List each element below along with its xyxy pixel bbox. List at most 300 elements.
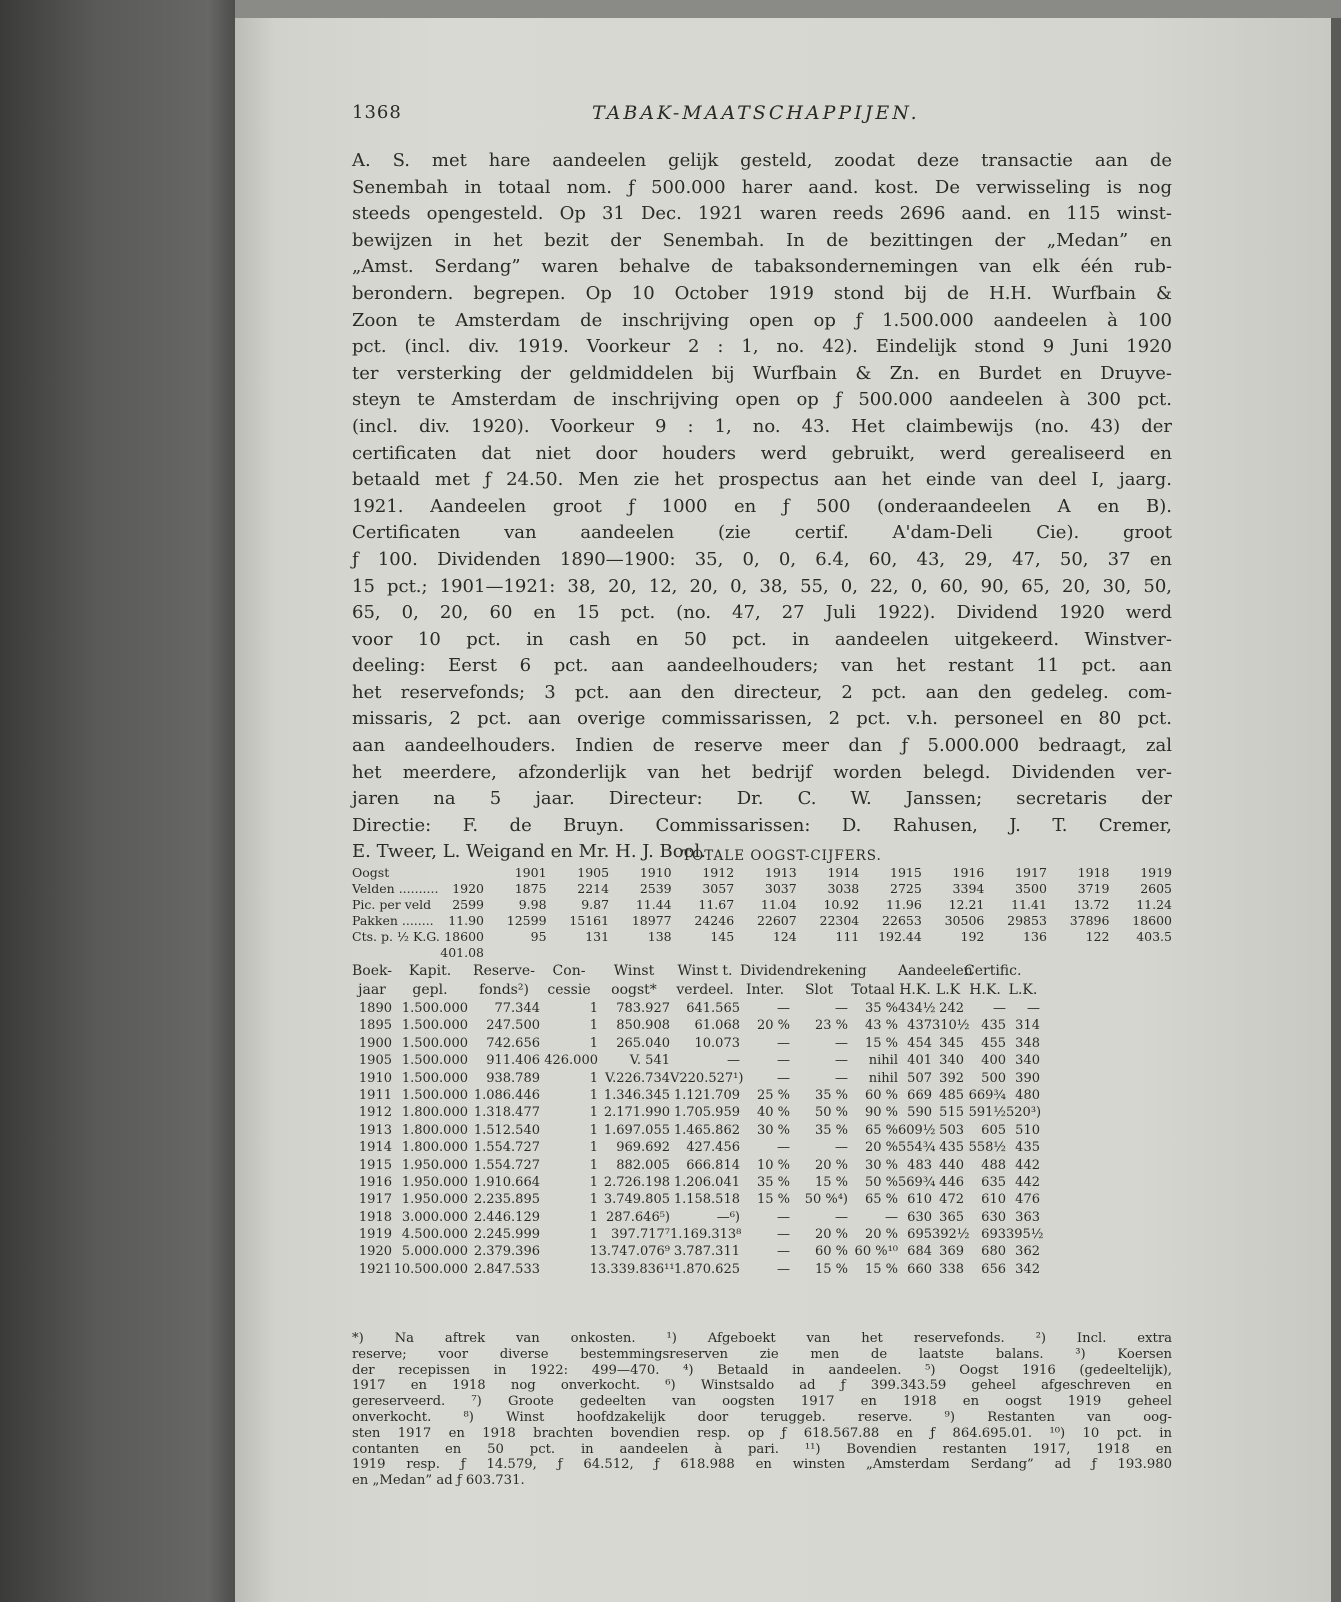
body-line: steeds opengesteld. Op 31 Dec. 1921 waren reeds 2696 aand. en 115 winst- [352, 203, 1172, 225]
financial-cell: — [777, 1001, 790, 1016]
financial-cell: 401 [907, 1053, 932, 1069]
financial-cell: 938.789 [486, 1070, 540, 1086]
financial-cell: 2.235.895 [473, 1192, 540, 1208]
financial-cell: — [835, 1001, 848, 1016]
financial-cell: 20 % [814, 1157, 848, 1173]
financial-cell: 1.910.664 [473, 1174, 540, 1190]
financial-cell: — [835, 1035, 848, 1051]
harvest-cell: 1912 [702, 865, 735, 880]
financial-cell: 310½ [932, 1018, 970, 1034]
financial-row [352, 1226, 1172, 1243]
financial-cell: 60 %¹⁰ [854, 1244, 898, 1260]
financial-cell: — [777, 1244, 790, 1260]
financial-cell: 2.245.999 [473, 1227, 540, 1243]
financial-cell: 1895 [358, 1018, 392, 1034]
financial-cell: 1 [589, 1018, 598, 1034]
financial-cell: 1.465.862 [673, 1122, 740, 1138]
body-line: Directie: F. de Bruyn. Commissarissen: D. Rahusen, J. T. Cremer, [352, 814, 1172, 836]
harvest-rows [352, 865, 1172, 960]
running-head: TABAK-MAATSCHAPPIJEN. [592, 102, 920, 124]
harvest-cell: 136 [1023, 929, 1047, 944]
financial-cell: 483 [907, 1157, 932, 1173]
harvest-cell: 12.21 [948, 897, 985, 912]
financial-header-cell: Boek- [352, 963, 392, 979]
financial-cell: 35 % [756, 1174, 790, 1190]
harvest-cell: 37896 [1069, 913, 1110, 928]
financial-row [352, 1035, 1172, 1052]
footnote-line: contanten en 50 pct. in aandeelen à pari. ¹¹) Bovendien restanten 1917, 1918 en [352, 1441, 1172, 1457]
body-line: Zoon te Amsterdam de inschrijving open op ƒ 1.500.000 aandeelen à 100 [352, 309, 1172, 331]
financial-cell: 15 % [756, 1192, 790, 1208]
harvest-table-title: TOTALE OOGST-CIJFERS. [682, 848, 882, 864]
financial-cell: 10.073 [694, 1035, 740, 1051]
footnote-line: 1917 en 1918 nog onverkocht. ⁶) Winstsaldo ad ƒ 399.343.59 geheel afgeschreven en [352, 1378, 1172, 1394]
body-line: betaald met ƒ 24.50. Men zie het prospectus aan het einde van deel I, jaarg. [352, 469, 1172, 491]
financial-cell: 369 [939, 1244, 964, 1260]
body-line: aan aandeelhouders. Indien de reserve meer dan ƒ 5.000.000 bedraagt, zal [352, 735, 1172, 757]
harvest-cell: 11.24 [1136, 897, 1172, 912]
harvest-cell: 138 [647, 929, 672, 944]
financial-cell: 454 [907, 1035, 932, 1051]
body-line: Certificaten van aandeelen (zie certif. A'dam-Deli Cie). groot [352, 522, 1172, 544]
financial-cell: 1 [589, 1192, 598, 1208]
financial-cell: 1918 [358, 1209, 392, 1225]
financial-rows [352, 1000, 1172, 1278]
financial-header-cell: L.K [935, 982, 961, 998]
financial-cell: 35 % [864, 1001, 898, 1016]
financial-cell: 60 % [814, 1244, 848, 1260]
financial-cell: 476 [1015, 1192, 1040, 1208]
harvest-cell: 401.08 [440, 945, 484, 960]
financial-cell: —⁶) [716, 1209, 740, 1225]
body-line: „Amst. Serdang” waren behalve de tabaksondernemingen van elk één rub- [352, 256, 1172, 278]
financial-cell: 1.554.727 [473, 1140, 540, 1156]
harvest-cell: 12599 [506, 913, 547, 928]
harvest-cell: 10.92 [823, 897, 860, 912]
financial-cell: 20 % [864, 1140, 898, 1156]
financial-header-cell [848, 962, 898, 981]
financial-cell: 392½ [932, 1227, 970, 1243]
body-line: ter versterking der geldmiddelen bij Wurfbain & Zn. en Burdet en Druyve- [352, 362, 1172, 384]
financial-cell: 1913 [358, 1122, 392, 1138]
harvest-cell: 111 [835, 929, 860, 944]
financial-cell: 392 [939, 1070, 964, 1086]
footnote-line: 1919 resp. ƒ 14.579, ƒ 64.512, ƒ 618.988 en winsten „Amsterdam Serdang” ad ƒ 193.980 [352, 1457, 1172, 1473]
financial-cell: 515 [939, 1105, 964, 1121]
financial-cell: 1 [589, 1140, 598, 1156]
financial-cell: 666.814 [686, 1157, 740, 1173]
financial-cell: 1 [589, 1105, 598, 1121]
financial-cell: — [777, 1140, 790, 1156]
financial-cell: 693 [981, 1227, 1006, 1243]
financial-cell: 558½ [968, 1140, 1006, 1156]
financial-cell: 1 [589, 1174, 598, 1190]
financial-cell: 669 [907, 1087, 932, 1103]
financial-cell: — [777, 1070, 790, 1086]
harvest-cell: 18600 [1132, 913, 1172, 928]
financial-cell: 265.040 [616, 1035, 670, 1051]
financial-cell: 60 % [864, 1087, 898, 1103]
harvest-cell: 1905 [577, 865, 610, 880]
harvest-cell: 24246 [694, 913, 735, 928]
financial-header-cell [932, 962, 964, 981]
financial-cell: 1.500.000 [401, 1053, 468, 1069]
body-line: A. S. met hare aandeelen gelijk gesteld, zoodat deze transactie aan de [352, 150, 1172, 171]
harvest-cell: 192 [960, 929, 985, 944]
body-line: missaris, 2 pct. aan overige commissarissen, 2 pct. v.h. personeel en 80 pct. [352, 708, 1172, 730]
financial-cell: — [777, 1227, 790, 1243]
harvest-cell: 18600 [444, 929, 484, 944]
financial-cell: 630 [907, 1209, 932, 1225]
financial-cell: 1 [589, 1227, 598, 1243]
harvest-cell: 95 [530, 929, 547, 944]
financial-header-cell: Con- [552, 963, 586, 979]
financial-cell: 554¾ [898, 1140, 936, 1156]
financial-cell: 435 [1015, 1140, 1040, 1156]
financial-cell: 363 [1015, 1209, 1040, 1225]
footnote-line: sten 1917 en 1918 brachten bovendien resp. op ƒ 618.567.88 en ƒ 864.695.01. ¹⁰) 10 pct. in [352, 1425, 1172, 1441]
financial-header-row-2 [352, 981, 1172, 1000]
financial-cell: 426.000 [544, 1053, 598, 1069]
page-header [352, 102, 1172, 130]
financial-header-cell: fonds²) [479, 982, 529, 998]
financial-cell: 287.646⁵) [605, 1209, 670, 1225]
harvest-row-label: Pakken ........ [352, 913, 434, 928]
financial-cell: 1.346.345 [603, 1087, 670, 1103]
financial-cell: 610 [907, 1192, 932, 1208]
financial-cell: — [835, 1070, 848, 1086]
financial-cell: 348 [1015, 1035, 1040, 1051]
financial-cell: 50 %⁴) [804, 1192, 848, 1208]
harvest-row [352, 929, 1172, 960]
financial-cell: 20 % [814, 1227, 848, 1243]
financial-cell: 2.726.198 [603, 1174, 670, 1190]
financial-cell: 1.554.727 [473, 1157, 540, 1173]
financial-row [352, 1000, 1172, 1017]
footnote-line: reserve; voor diverse bestemmingsreserven zie men de laatste balans. ³) Koersen [352, 1346, 1172, 1362]
financial-cell: 61.068 [694, 1018, 740, 1034]
harvest-cell: 11.04 [760, 897, 797, 912]
financial-cell: 1919 [358, 1227, 392, 1243]
financial-cell: 10.500.000 [393, 1261, 468, 1277]
financial-cell: 442 [1015, 1157, 1040, 1173]
harvest-cell: 122 [1085, 929, 1110, 944]
financial-cell: 1 [589, 1087, 598, 1103]
harvest-cell: 29853 [1007, 913, 1047, 928]
body-line: 15 pct.; 1901—1921: 38, 20, 12, 20, 0, 38, 55, 0, 22, 0, 60, 90, 65, 20, 30, 50, [352, 575, 1172, 597]
financial-cell: 488 [981, 1157, 1006, 1173]
financial-cell: 77.344 [494, 1001, 540, 1016]
financial-cell: 442 [1015, 1174, 1040, 1190]
harvest-cell: 9.98 [518, 897, 547, 912]
financial-cell: 15 % [864, 1261, 898, 1277]
financial-cell: 435 [981, 1018, 1006, 1034]
financial-cell: — [777, 1261, 790, 1277]
financial-cell: 507 [907, 1070, 932, 1086]
body-line: het reservefonds; 3 pct. aan den directeur, 2 pct. aan den gedeleg. com- [352, 681, 1172, 703]
harvest-cell: 11.96 [886, 897, 922, 912]
financial-cell: 850.908 [616, 1018, 670, 1034]
financial-cell: — [835, 1053, 848, 1069]
financial-header-cell: Slot [804, 982, 834, 998]
financial-cell: 455 [981, 1035, 1006, 1051]
financial-cell: 2.379.396 [473, 1244, 540, 1260]
financial-row [352, 1052, 1172, 1069]
financial-cell: 1.512.540 [473, 1122, 540, 1138]
financial-cell: 10 % [756, 1157, 790, 1173]
financial-header-row-1 [352, 962, 1172, 981]
financial-cell: 340 [939, 1053, 964, 1069]
harvest-cell: 1910 [639, 865, 672, 880]
financial-cell: 20 % [756, 1018, 790, 1034]
financial-cell: 669¾ [968, 1087, 1006, 1103]
financial-cell: 397.717⁷ [611, 1227, 670, 1243]
financial-cell: 50 % [814, 1105, 848, 1121]
harvest-cell: 403.5 [1136, 929, 1172, 944]
financial-header-cell: Certific. [964, 963, 1022, 979]
financial-cell: 35 % [814, 1087, 848, 1103]
financial-cell: 695 [907, 1227, 932, 1243]
footnote-line: gereserveerd. ⁷) Groote gedeelten van oogsten 1917 en 1918 en oogst 1919 geheel [352, 1394, 1172, 1410]
financial-cell: 605 [981, 1122, 1006, 1138]
financial-cell: 338 [939, 1261, 964, 1277]
financial-cell: 1921 [358, 1261, 392, 1277]
financial-cell: 1.800.000 [401, 1122, 468, 1138]
financial-cell: — [885, 1209, 898, 1225]
financial-cell: — [835, 1209, 848, 1225]
harvest-cell: 18977 [631, 913, 672, 928]
financial-cell: 395½ [1006, 1227, 1044, 1243]
financial-cell: 1.500.000 [401, 1018, 468, 1034]
book-edge-shading [0, 0, 245, 1602]
harvest-cell: 1916 [952, 865, 985, 880]
financial-row [352, 1087, 1172, 1104]
harvest-cell: 124 [772, 929, 797, 944]
financial-cell: 340 [1015, 1053, 1040, 1069]
body-line: pct. (incl. div. 1919. Voorkeur 2 : 1, no. 42). Eindelijk stond 9 Juni 1920 [352, 336, 1172, 358]
financial-cell: 35 % [814, 1122, 848, 1138]
body-line: berondern. begrepen. Op 10 October 1919 stond bij de H.H. Wurfbain & [352, 282, 1172, 304]
financial-header-cell [790, 962, 848, 981]
financial-cell: 1920 [358, 1244, 392, 1260]
financial-cell: 342 [1015, 1261, 1040, 1277]
financial-header-cell: Totaal [851, 982, 895, 998]
harvest-cell: 22304 [819, 913, 860, 928]
financial-cell: 435 [939, 1140, 964, 1156]
financial-cell: 434½ [898, 1001, 936, 1016]
financial-cell: 1910 [358, 1070, 392, 1086]
financial-cell: 1917 [358, 1192, 392, 1208]
harvest-row-label: Cts. p. ½ K.G. [352, 929, 440, 944]
financial-cell: 3.747.076⁹ [598, 1244, 670, 1260]
financial-cell: 911.406 [486, 1053, 540, 1069]
financial-cell: 680 [981, 1244, 1006, 1260]
financial-cell: 440 [939, 1157, 964, 1173]
body-line: E. Tweer, L. Weigand en Mr. H. J. Bool. [352, 841, 706, 863]
financial-header-cell: H.K. [969, 982, 1001, 998]
financial-cell: 590 [907, 1105, 932, 1121]
financial-cell: 390 [1015, 1070, 1040, 1086]
financial-header-cell: Dividendrekening [740, 963, 867, 979]
harvest-cell: 1919 [1140, 865, 1172, 880]
footnote-line: onverkocht. ⁸) Winst hoofdzakelijk door teruggeb. reserve. ⁹) Restanten van oog- [352, 1409, 1172, 1425]
financial-cell: 1 [589, 1070, 598, 1086]
financial-cell: 742.656 [486, 1035, 540, 1051]
harvest-cell: 3038 [827, 881, 860, 896]
financial-cell: 23 % [814, 1018, 848, 1034]
financial-cell: 4.500.000 [401, 1227, 468, 1243]
harvest-cell: 11.67 [698, 897, 735, 912]
financial-cell: 660 [907, 1261, 932, 1277]
financial-row [352, 1174, 1172, 1191]
harvest-cell: 1917 [1015, 865, 1047, 880]
financial-cell: 1.500.000 [401, 1087, 468, 1103]
financial-row [352, 1261, 1172, 1278]
harvest-cell: 22653 [882, 913, 922, 928]
harvest-cell: 9.87 [581, 897, 610, 912]
financial-header-cell: cessie [547, 982, 591, 998]
financial-cell: — [777, 1053, 790, 1069]
harvest-cell: 22607 [756, 913, 797, 928]
financial-cell: 5.000.000 [401, 1244, 468, 1260]
financial-cell: 1.697.055 [603, 1122, 670, 1138]
financial-cell: nihil [868, 1070, 898, 1086]
financial-header-cell: oogst* [611, 982, 657, 998]
financial-cell: 1915 [358, 1157, 392, 1173]
harvest-cell: 131 [585, 929, 610, 944]
harvest-cell: 2539 [639, 881, 672, 896]
financial-cell: 1 [589, 1035, 598, 1051]
financial-cell: 3.787.311 [673, 1244, 740, 1260]
financial-cell: 1.500.000 [401, 1070, 468, 1086]
financial-cell: 40 % [756, 1105, 790, 1121]
body-line: deeling: Eerst 6 pct. aan aandeelhouders; van het restant 11 pct. aan [352, 655, 1172, 677]
financial-cell: 365 [939, 1209, 964, 1225]
body-line: het meerdere, afzonderlijk van het bedrijf worden belegd. Dividenden ver- [352, 761, 1172, 783]
financial-cell: 520³) [1006, 1105, 1042, 1121]
harvest-cell: 1914 [827, 865, 860, 880]
body-line: Senembah in totaal nom. ƒ 500.000 harer aand. kost. De verwisseling is nog [352, 176, 1172, 198]
body-line: bewijzen in het bezit der Senembah. In de bezittingen der „Medan” en [352, 229, 1172, 251]
harvest-cell: 3057 [702, 881, 735, 896]
financial-cell: 641.565 [686, 1001, 740, 1016]
financial-cell: 2.446.129 [473, 1209, 540, 1225]
financial-cell: 1.800.000 [401, 1140, 468, 1156]
harvest-cell: 11.90 [448, 913, 484, 928]
footnote-line: *) Na aftrek van onkosten. ¹) Afgeboekt van het reservefonds. ²) Incl. extra [352, 1331, 1172, 1346]
financial-cell: 500 [981, 1070, 1006, 1086]
financial-cell: — [835, 1140, 848, 1156]
harvest-table [352, 848, 1172, 960]
financial-row [352, 1122, 1172, 1139]
financial-cell: — [993, 1001, 1006, 1016]
financial-cell: 242 [939, 1001, 964, 1016]
financial-cell: 783.927 [616, 1001, 670, 1016]
harvest-cell: 30506 [944, 913, 985, 928]
financial-cell: 2.847.533 [473, 1261, 540, 1277]
financial-cell: — [1027, 1001, 1040, 1016]
financial-cell: 1916 [358, 1174, 392, 1190]
financial-header-cell: H.K. [899, 982, 931, 998]
financial-cell: 1.705.959 [673, 1105, 740, 1121]
financial-cell: 90 % [864, 1105, 898, 1121]
financial-cell: nihil [868, 1053, 898, 1069]
financial-cell: — [727, 1053, 740, 1069]
financial-cell: 1.500.000 [401, 1001, 468, 1016]
financial-cell: 65 % [864, 1192, 898, 1208]
financial-cell: 591½ [968, 1105, 1006, 1121]
financial-cell: V.226.734 [604, 1070, 670, 1086]
financial-cell: 609½ [898, 1122, 936, 1138]
harvest-cell: 3037 [764, 881, 797, 896]
financial-cell: 510 [1015, 1122, 1040, 1138]
financial-cell: 30 % [864, 1157, 898, 1173]
harvest-cell: 15161 [569, 913, 610, 928]
financial-cell: 20 % [864, 1227, 898, 1243]
body-line: steyn te Amsterdam de inschrijving open op ƒ 500.000 aandeelen à 300 pct. [352, 389, 1172, 411]
harvest-row-label: Velden .......... [352, 881, 439, 896]
financial-cell: 1.086.446 [473, 1087, 540, 1103]
page-top-edge [235, 0, 1341, 18]
financial-row [352, 1070, 1172, 1087]
financial-cell: V220.527¹) [670, 1070, 744, 1086]
financial-cell: 503 [939, 1122, 964, 1138]
financial-cell: 50 % [864, 1174, 898, 1190]
financial-cell: 1 [589, 1209, 598, 1225]
financial-cell: 1890 [358, 1001, 392, 1016]
financial-cell: 345 [939, 1035, 964, 1051]
harvest-row-label: Pic. per veld [352, 897, 432, 912]
harvest-cell: 3719 [1077, 881, 1110, 896]
financial-row [352, 1243, 1172, 1260]
body-line: ƒ 100. Dividenden 1890—1900: 35, 0, 0, 6.4, 60, 43, 29, 47, 50, 37 en [352, 548, 1172, 570]
financial-cell: 610 [981, 1192, 1006, 1208]
body-line: 1921. Aandeelen groot ƒ 1000 en ƒ 500 (onderaandeelen A en B). [352, 495, 1172, 517]
body-line: certificaten dat niet door houders werd gebruikt, werd gerealiseerd en [352, 442, 1172, 464]
harvest-cell: 1915 [890, 865, 922, 880]
financial-cell: 1.800.000 [401, 1105, 468, 1121]
financial-header-cell: L.K. [1008, 982, 1038, 998]
financial-cell: 480 [1015, 1087, 1040, 1103]
financial-cell: 30 % [756, 1122, 790, 1138]
financial-cell: 882.005 [616, 1157, 670, 1173]
financial-cell: — [777, 1209, 790, 1225]
harvest-cell: 145 [710, 929, 735, 944]
footnote-line: der recepissen in 1922: 499—470. ⁴) Betaald in aandeelen. ⁵) Oogst 1916 (gedeeltelijk), [352, 1362, 1172, 1378]
financial-header-cell: Inter. [745, 982, 785, 998]
financial-cell: 1 [589, 1261, 598, 1277]
financial-cell: 1.121.709 [673, 1087, 740, 1103]
financial-cell: 656 [981, 1261, 1006, 1277]
financial-header-cell: Kapit. [408, 963, 452, 979]
financial-cell: 1.950.000 [401, 1192, 468, 1208]
harvest-row-label: Oogst [352, 865, 390, 880]
financial-header-cell [1006, 962, 1040, 981]
financial-cell: 1.870.625 [673, 1261, 740, 1277]
harvest-cell: 2725 [890, 881, 922, 896]
financial-row [352, 1104, 1172, 1121]
financial-cell: — [777, 1035, 790, 1051]
financial-cell: 15 % [864, 1035, 898, 1051]
financial-cell: 1.318.477 [473, 1105, 540, 1121]
financial-cell: 1.158.518 [673, 1192, 740, 1208]
financial-cell: 1905 [358, 1053, 392, 1069]
financial-header-cell: verdeel. [676, 982, 734, 998]
harvest-cell: 1875 [514, 881, 547, 896]
harvest-cell: 2214 [577, 881, 610, 896]
financial-cell: 1 [589, 1157, 598, 1173]
financial-cell: 1.169.313⁸ [670, 1227, 742, 1243]
